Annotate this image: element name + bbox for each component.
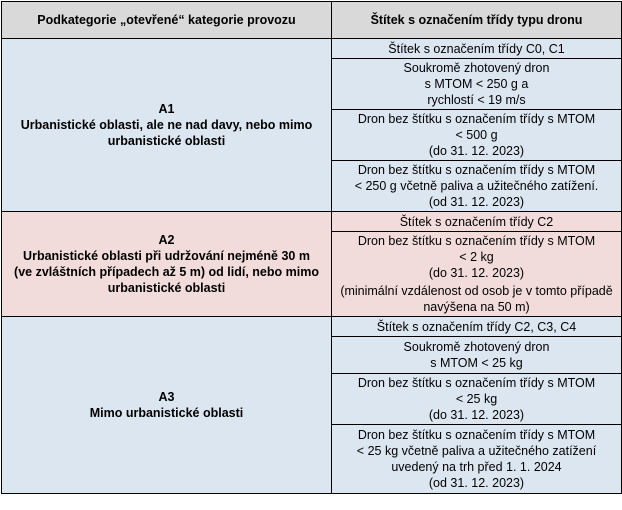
label-cell [332, 425, 622, 494]
label-line: Soukromě zhotovený dron [403, 61, 550, 75]
header-row [2, 2, 622, 39]
label-line: < 500 g [455, 128, 498, 142]
label-line: (od 31. 12. 2023) [428, 476, 525, 490]
label-line: Soukromě zhotovený dron [403, 340, 550, 354]
label-cell [332, 374, 622, 425]
label-line: < 2 kg [459, 250, 494, 264]
label-cell [332, 59, 622, 110]
table-row [2, 39, 622, 59]
label-line: (do 31. 12. 2023) [428, 266, 525, 280]
table-row [2, 212, 622, 232]
label-cell [332, 212, 622, 232]
category-a3-cell [2, 317, 332, 494]
label-line: Štítek s označením třídy C0, C1 [388, 41, 565, 56]
label-line: < 25 kg [455, 392, 498, 406]
label-line: Štítek s označením třídy C2 [399, 214, 554, 229]
drone-category-table [1, 1, 622, 494]
label-cell [332, 161, 622, 212]
label-line: Štítek s označením třídy C2, C3, C4 [376, 319, 577, 334]
label-cell [332, 317, 622, 337]
label-line: (od 31. 12. 2023) [428, 195, 525, 209]
label-cell [332, 232, 622, 317]
table-row [2, 317, 622, 337]
header-class-label: Štítek s označením třídy typu dronu [332, 2, 622, 39]
category-code: A2 [158, 233, 175, 247]
label-cell [332, 337, 622, 374]
category-description: Urbanistické oblasti, ale ne nad davy, nebo mimo urbanistické oblasti [20, 118, 313, 148]
category-a1-cell [2, 39, 332, 212]
label-line: s MTOM < 250 g a [424, 77, 529, 91]
category-code: A3 [158, 390, 175, 404]
header-subcategory: Podkategorie „otevřené“ kategorie provozu [2, 2, 332, 39]
label-line: rychlostí < 19 m/s [427, 93, 526, 107]
category-a2-cell [2, 212, 332, 317]
label-cell [332, 39, 622, 59]
label-line: (do 31. 12. 2023) [428, 144, 525, 158]
category-code: A1 [158, 102, 175, 116]
label-line: (minimální vzdálenost od osob je v tomto případě navýšena na 50 m) [340, 284, 613, 314]
label-line: Dron bez štítku s označením třídy s MTOM [357, 234, 596, 248]
category-description: Mimo urbanistické oblasti [89, 406, 244, 420]
label-cell [332, 110, 622, 161]
label-line: < 250 g včetně paliva a užitečného zatížení. [354, 179, 599, 193]
category-description: Urbanistické oblasti při udržování nejméně 30 m (ve zvláštních případech až 5 m) od lidí, nebo mimo urbanistické oblasti [14, 249, 319, 295]
label-line: Dron bez štítku s označením třídy s MTOM [357, 428, 596, 442]
label-line: (do 31. 12. 2023) [428, 408, 525, 422]
label-line: Dron bez štítku s označením třídy s MTOM [357, 163, 596, 177]
label-line: Dron bez štítku s označením třídy s MTOM [357, 376, 596, 390]
label-line: Dron bez štítku s označením třídy s MTOM [357, 112, 596, 126]
label-line: s MTOM < 25 kg [430, 356, 523, 370]
label-line: < 25 kg včetně paliva a užitečného zatížení uvedený na trh před 1. 1. 2024 [356, 444, 597, 474]
